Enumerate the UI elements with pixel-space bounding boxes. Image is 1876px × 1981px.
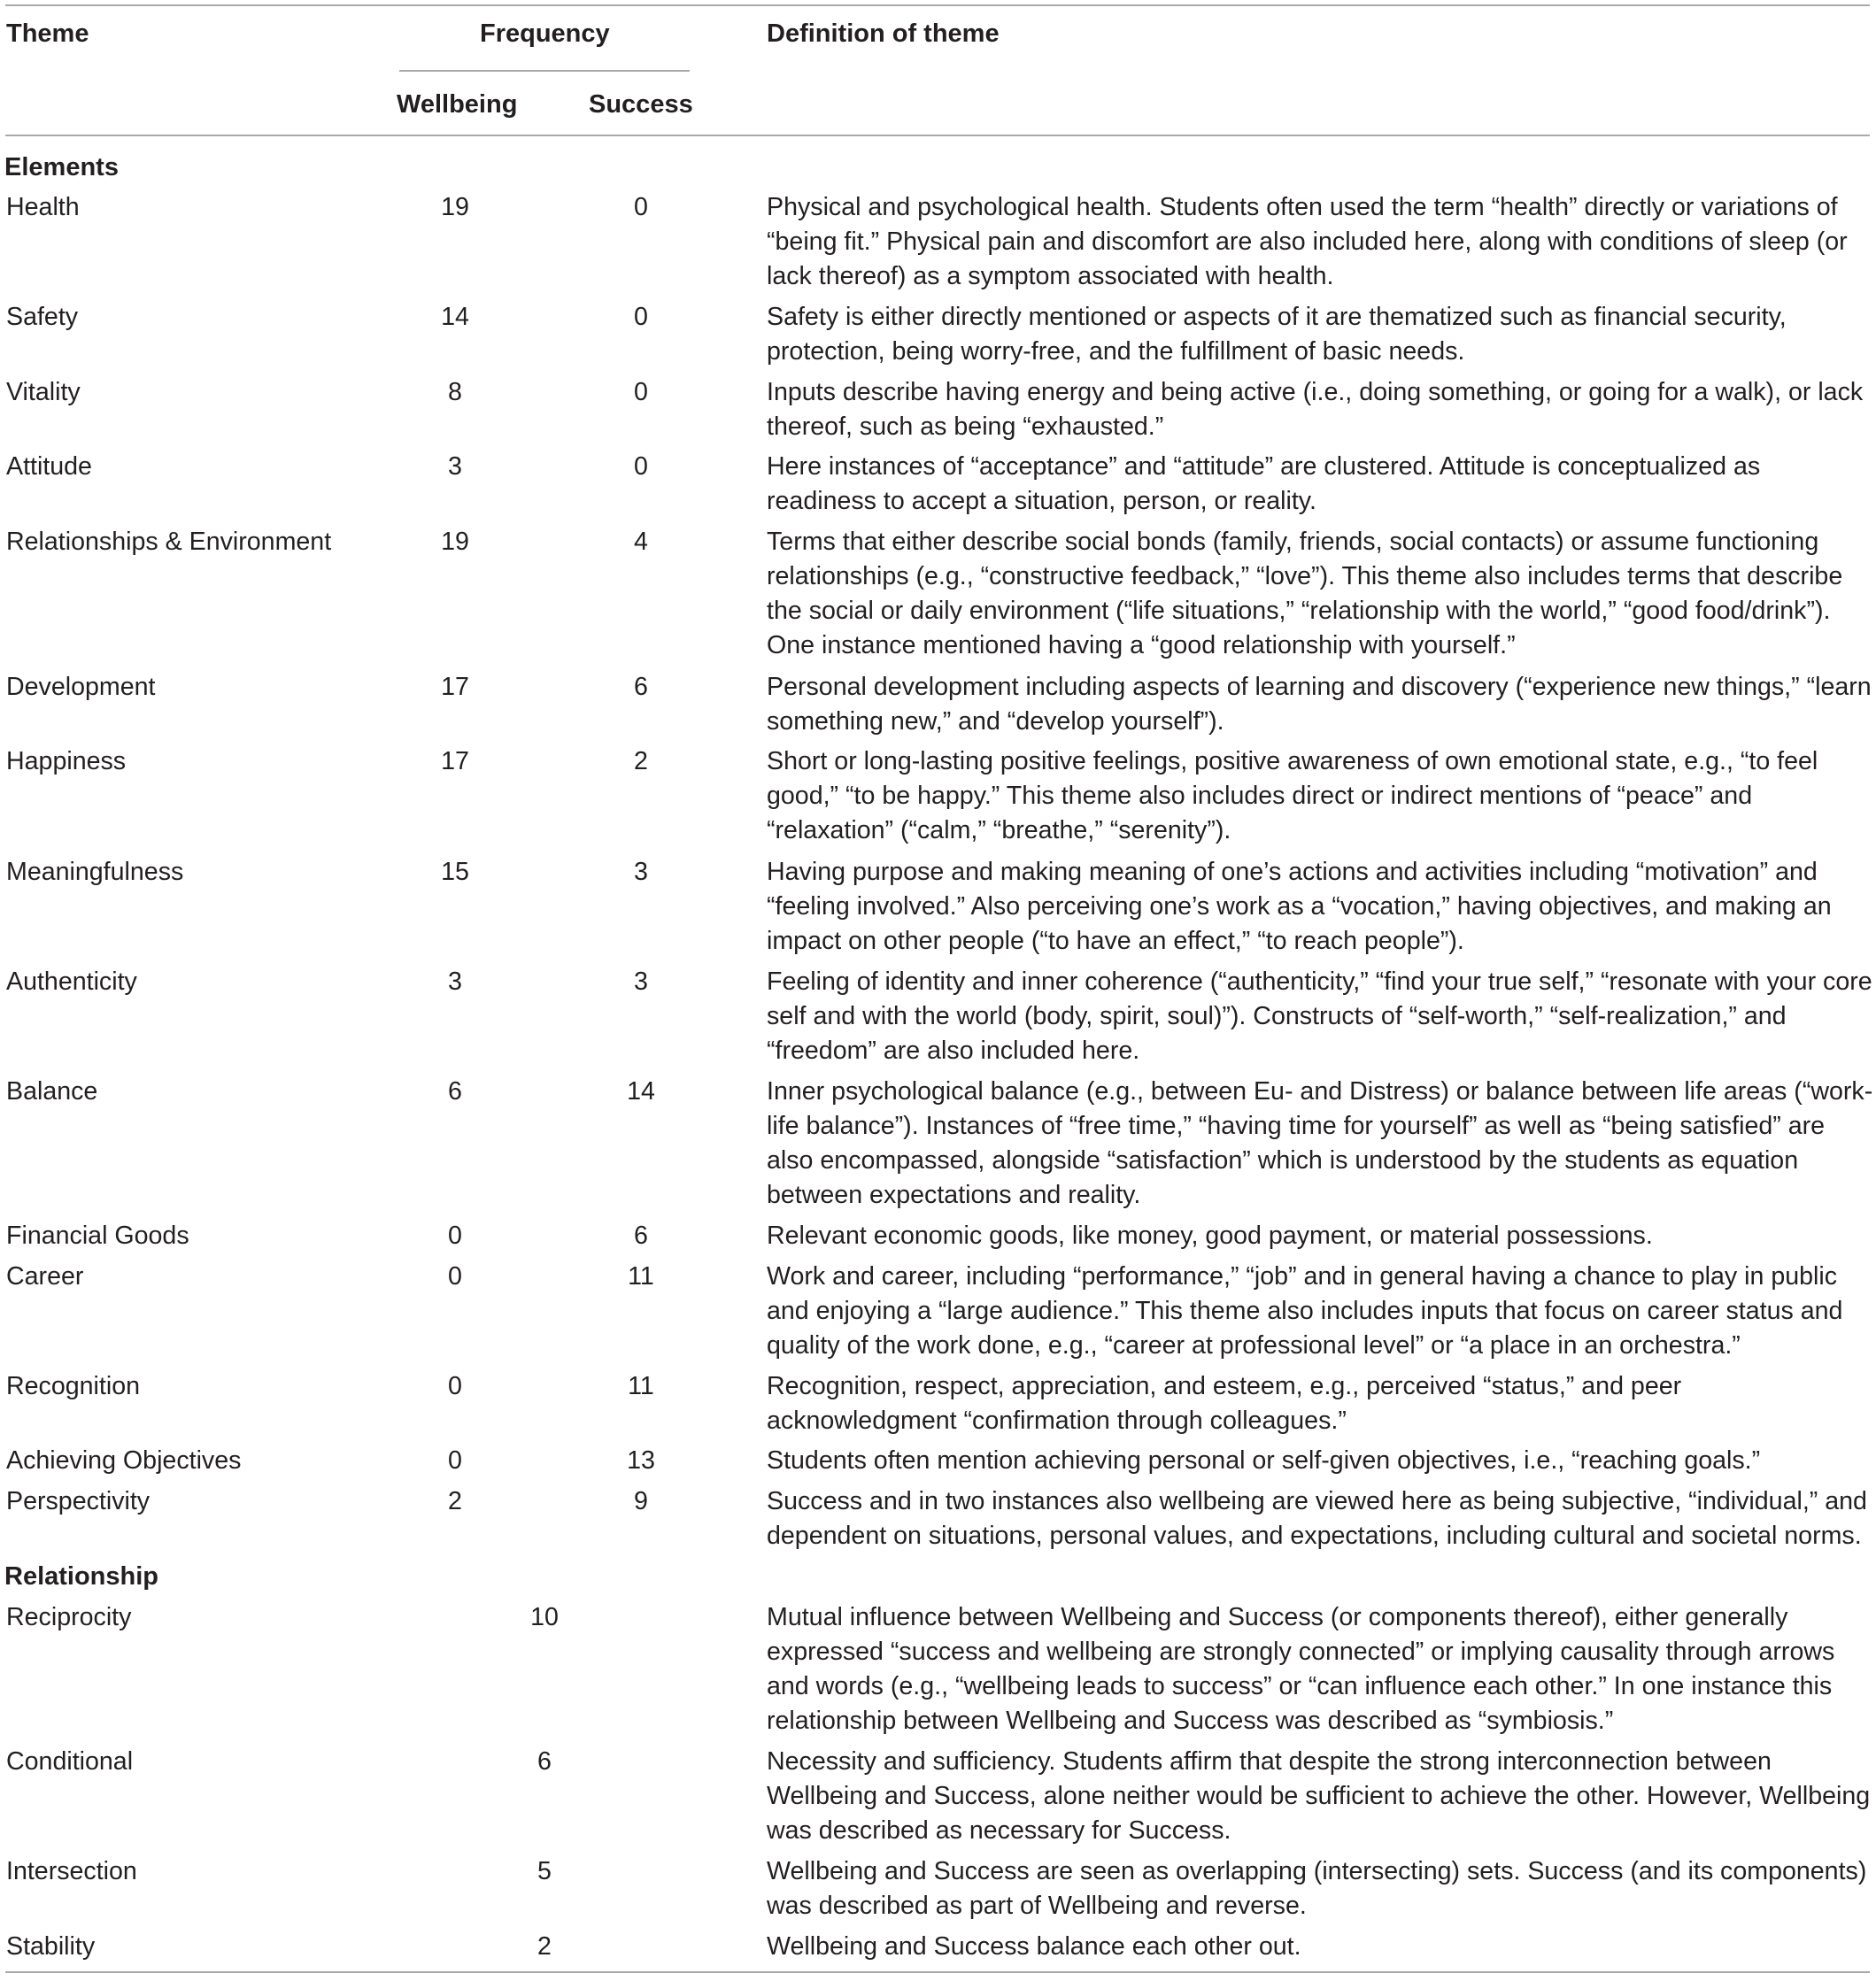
definition-cell: Relevant economic goods, like money, good payment, or material possessions. [767, 1222, 1653, 1250]
definition-cell: Wellbeing and Success are seen as overlapping (intersecting) sets. Success (and its components) was described as part of Wellbeing and reverse. [767, 1857, 1867, 1920]
wellbeing-frequency-cell: 14 [441, 303, 469, 331]
wellbeing-frequency-cell: 0 [448, 1262, 462, 1291]
theme-cell: Reciprocity [6, 1603, 132, 1631]
wellbeing-frequency-cell: 2 [448, 1487, 462, 1515]
definition-cell: Here instances of “acceptance” and “attitude” are clustered. Attitude is conceptualized as readiness to accept a situation, person, or reality. [767, 452, 1761, 515]
wellbeing-frequency-cell: 0 [448, 1222, 462, 1250]
definition-cell: Feeling of identity and inner coherence (“authenticity,” “find your true self,” “resonate with your core self and with the world (body, spirit, soul)”). Constructs of “self-worth,” “self-realization,” and “freedom” are also included here. [767, 967, 1872, 1065]
definition-cell: Inputs describe having energy and being active (i.e., doing something, or going for a walk), or lack thereof, such as being “exhausted.” [767, 378, 1864, 441]
definition-cell: Terms that either describe social bonds (family, friends, social contacts) or assume functioning relationships (e.g., “constructive feedback,” “love”). This theme also includes terms that describe the social or daily environment (“life situations,” “relationship with the world,” “good food/drink”). One instance mentioned having a “good relationship with yourself.” [767, 528, 1843, 659]
success-frequency-cell: 9 [634, 1487, 648, 1515]
relationship-frequency-cell: 5 [537, 1857, 552, 1885]
success-frequency-cell: 6 [634, 1222, 648, 1250]
theme-cell: Attitude [6, 452, 92, 481]
success-frequency-cell: 11 [628, 1372, 654, 1400]
definition-cell: Success and in two instances also wellbeing are viewed here as being subjective, “individual,” and dependent on situations, personal values, and expectations, including cultural and societal norms. [767, 1487, 1867, 1550]
success-frequency-cell: 14 [627, 1077, 655, 1106]
header-bottom-rule [5, 135, 1870, 136]
success-frequency-cell: 2 [634, 747, 648, 775]
theme-cell: Happiness [6, 747, 127, 775]
theme-cell: Intersection [6, 1857, 137, 1885]
wellbeing-frequency-cell: 15 [441, 858, 469, 886]
definition-cell: Physical and psychological health. Students often used the term “health” directly or variations of “being fit.” Physical pain and discomfort are also included here, along with conditions of sleep (or lack thereof) as a symptom associated with health. [767, 193, 1848, 290]
header-theme: Theme [6, 19, 89, 48]
theme-cell: Meaningfulness [6, 858, 184, 886]
theme-cell: Conditional [6, 1747, 134, 1776]
relationship-frequency-cell: 2 [537, 1932, 552, 1961]
definition-cell: Work and career, including “performance,” “job” and in general having a chance to play in public and enjoying a “large audience.” This theme also includes inputs that focus on career status and quality of the work done, e.g., “career at professional level” or “a place in an orchestra.” [767, 1262, 1843, 1360]
definition-cell: Wellbeing and Success balance each other out. [767, 1932, 1301, 1961]
wellbeing-frequency-cell: 19 [441, 528, 469, 556]
theme-cell: Perspectivity [6, 1487, 151, 1515]
wellbeing-frequency-cell: 19 [441, 193, 469, 221]
wellbeing-frequency-cell: 0 [448, 1372, 462, 1400]
definition-cell: Mutual influence between Wellbeing and Success (or components thereof), either generally expressed “success and wellbeing are strongly connected” or implying causality through arrows and words (e.g., “wellbeing leads to success” or “can influence each other.” In one instance this relationship between Wellbeing and Success was described as “symbiosis.” [767, 1603, 1835, 1735]
theme-cell: Recognition [6, 1372, 141, 1400]
success-frequency-cell: 0 [634, 378, 648, 406]
definition-cell: Recognition, respect, appreciation, and esteem, e.g., perceived “status,” and peer acknowledgment “confirmation through colleagues.” [767, 1372, 1682, 1435]
header-wellbeing: Wellbeing [397, 90, 518, 119]
definition-cell: Inner psychological balance (e.g., between Eu- and Distress) or balance between life areas (“work-life balance”). Instances of “free time,” “having time for yourself” as well as “being satisfied” are also encompassed, alongside “satisfaction” which is understood by the students as equation between expectations and reality. [767, 1077, 1873, 1209]
wellbeing-frequency-cell: 17 [441, 747, 469, 775]
theme-cell: Authenticity [6, 967, 137, 996]
table-bottom-rule [5, 1971, 1870, 1973]
theme-cell: Relationships & Environment [6, 528, 332, 556]
success-frequency-cell: 3 [634, 967, 648, 996]
theme-cell: Financial Goods [6, 1222, 189, 1250]
relationship-frequency-cell: 10 [530, 1603, 559, 1631]
theme-cell: Health [6, 193, 80, 221]
wellbeing-frequency-cell: 6 [448, 1077, 462, 1106]
wellbeing-frequency-cell: 3 [448, 452, 462, 481]
success-frequency-cell: 0 [634, 303, 648, 331]
success-frequency-cell: 13 [627, 1446, 655, 1475]
theme-cell: Safety [6, 303, 79, 331]
frequency-header-rule [399, 70, 690, 72]
section-relationship: Relationship [4, 1562, 159, 1591]
relationship-frequency-cell: 6 [537, 1747, 552, 1776]
definition-cell: Having purpose and making meaning of one’s actions and activities including “motivation” and “feeling involved.” Also perceiving one’s work as a “vocation,” having objectives, and making an impact on other people (“to have an effect,” “to reach people”). [767, 858, 1832, 955]
definition-cell: Students often mention achieving personal or self-given objectives, i.e., “reaching goals.” [767, 1446, 1761, 1475]
wellbeing-frequency-cell: 3 [448, 967, 462, 996]
theme-cell: Stability [6, 1932, 96, 1961]
success-frequency-cell: 3 [634, 858, 648, 886]
success-frequency-cell: 0 [634, 193, 648, 221]
wellbeing-frequency-cell: 8 [448, 378, 462, 406]
definition-cell: Short or long-lasting positive feelings, positive awareness of own emotional state, e.g., “to feel good,” “to be happy.” This theme also includes direct or indirect mentions of “peace” and “relaxation” (“calm,” “breathe,” “serenity”). [767, 747, 1818, 844]
theme-cell: Achieving Objectives [6, 1446, 242, 1475]
definition-cell: Safety is either directly mentioned or aspects of it are thematized such as financial security, protection, being worry-free, and the fulfillment of basic needs. [767, 303, 1787, 366]
success-frequency-cell: 0 [634, 452, 648, 481]
success-frequency-cell: 6 [634, 673, 648, 701]
wellbeing-frequency-cell: 0 [448, 1446, 462, 1475]
success-frequency-cell: 4 [634, 528, 648, 556]
header-definition: Definition of theme [767, 19, 1000, 48]
header-success: Success [589, 90, 693, 119]
table-top-rule [5, 4, 1870, 6]
header-frequency: Frequency [480, 19, 610, 48]
section-elements: Elements [4, 153, 119, 181]
definition-cell: Necessity and sufficiency. Students affirm that despite the strong interconnection between Wellbeing and Success, alone neither would be sufficient to achieve the other. However, Wellbeing was described as necessary for Success. [767, 1747, 1871, 1845]
theme-cell: Vitality [6, 378, 81, 406]
theme-cell: Career [6, 1262, 84, 1291]
success-frequency-cell: 11 [628, 1262, 654, 1291]
definition-cell: Personal development including aspects of learning and discovery (“experience new things,” “learn something new,” and “develop yourself”). [767, 673, 1872, 736]
wellbeing-frequency-cell: 17 [441, 673, 469, 701]
theme-cell: Development [6, 673, 156, 701]
theme-cell: Balance [6, 1077, 98, 1106]
